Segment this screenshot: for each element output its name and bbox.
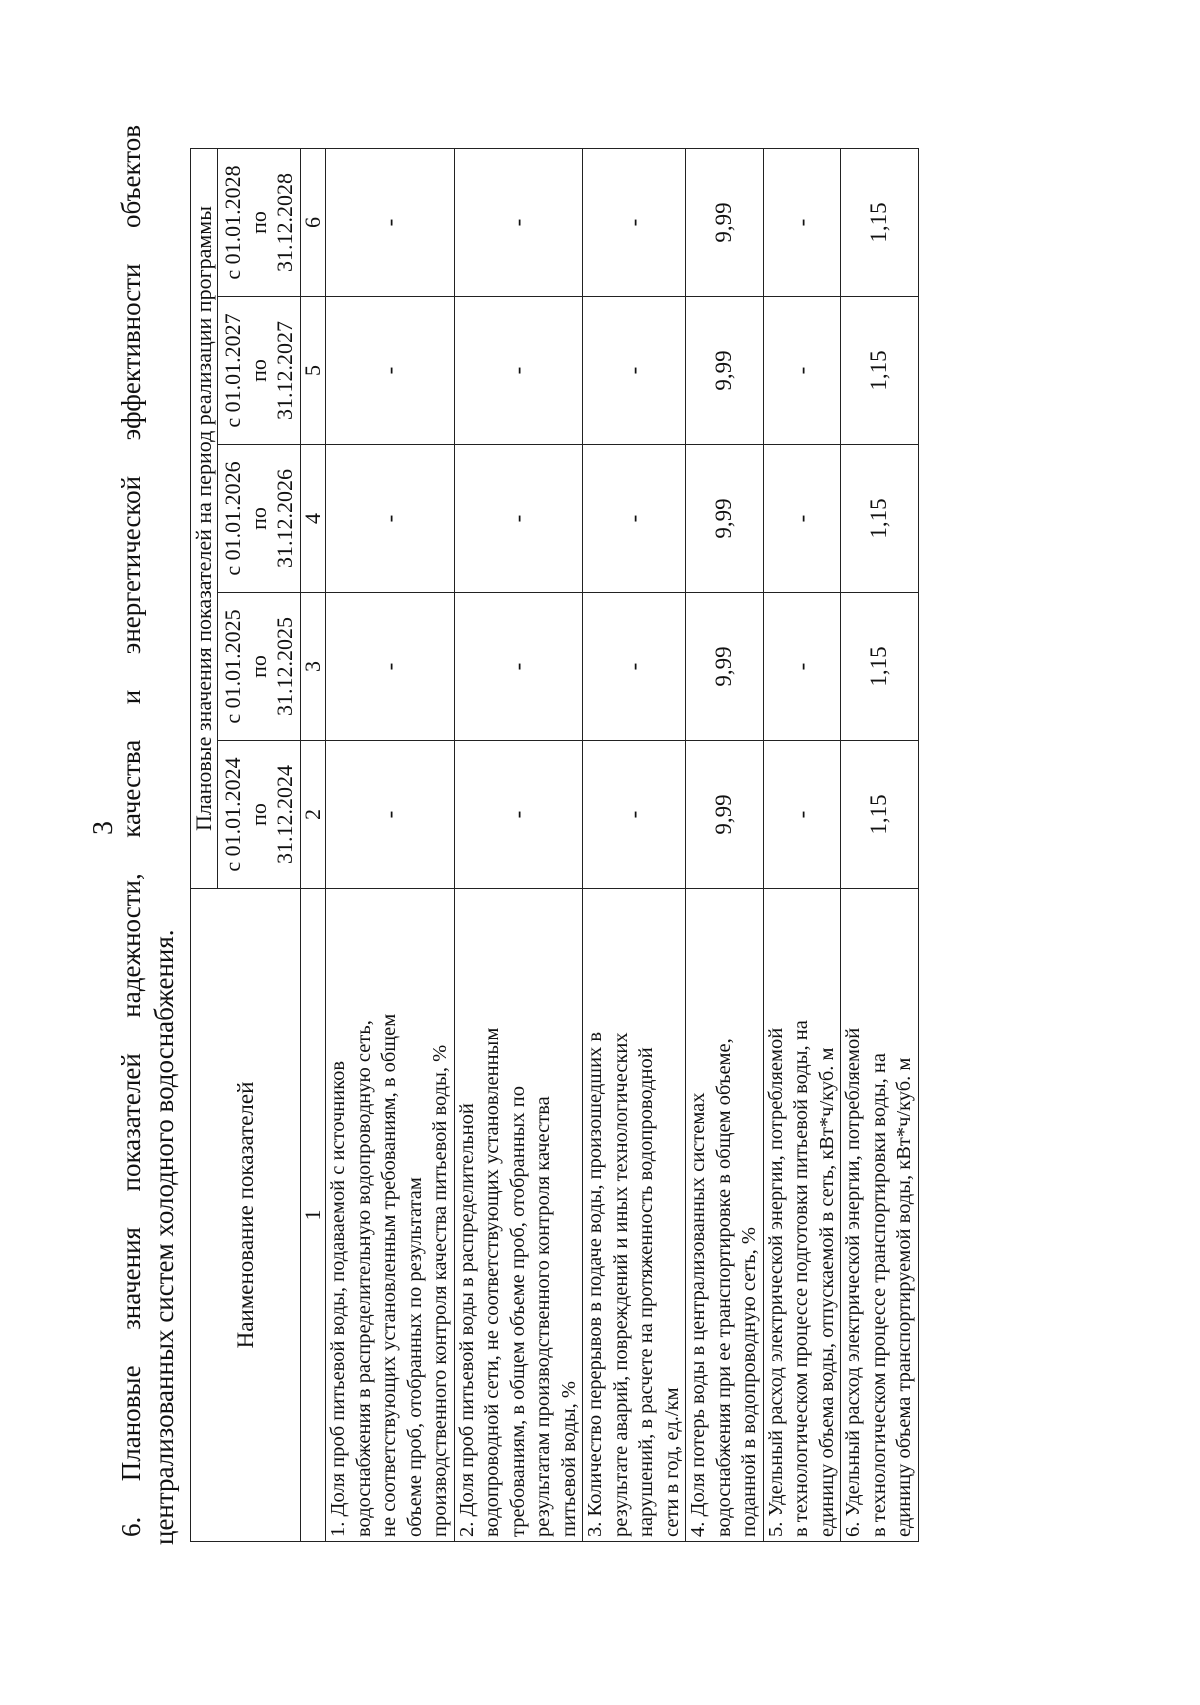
period-by: по: [246, 507, 271, 530]
column-number-3: 3: [301, 593, 326, 741]
indicator-value: 1,15: [841, 148, 919, 296]
indicator-value: 1,15: [841, 445, 919, 593]
indicator-name-line: производственного контроля качества питьевой воды, %: [429, 1044, 451, 1537]
indicators-table: [190, 148, 919, 1542]
indicator-name-line: 5. Удельный расход электрической энергии, потребляемой: [764, 1027, 787, 1537]
indicator-value: 9,99: [686, 741, 764, 889]
indicator-name-line: питьевой воды, %: [557, 1381, 580, 1537]
indicator-value: -: [454, 148, 583, 296]
indicator-value: -: [583, 741, 686, 889]
period-to: 31.12.2024: [272, 765, 297, 864]
column-number-5: 5: [301, 297, 326, 445]
indicator-name-line: 6. Удельный расход электрической энергии, потребляемой: [842, 1027, 864, 1537]
indicator-name-line: результатам производственного контроля качества: [532, 1096, 554, 1537]
period-to: 31.12.2027: [272, 321, 297, 420]
table-row: [686, 148, 764, 1541]
indicator-name-line: в технологическом процессе транспортировки воды, на: [867, 1053, 890, 1537]
period-header-3: [218, 445, 301, 593]
column-number-4: 4: [301, 445, 326, 593]
indicator-value: 1,15: [841, 741, 919, 889]
indicator-value: -: [326, 148, 455, 296]
indicator-name: [763, 889, 841, 1542]
period-by: по: [246, 803, 271, 826]
period-header-2: [218, 593, 301, 741]
planned-values-header: Плановые значения показателей на период реализации программы: [191, 148, 218, 888]
indicator-value: 9,99: [686, 445, 764, 593]
period-from: с 01.01.2026: [220, 461, 245, 576]
period-from: с 01.01.2027: [220, 313, 245, 428]
indicator-name-line: водоснабжения в распределительную водопроводную сеть,: [352, 1020, 375, 1537]
indicator-value: -: [326, 741, 455, 889]
period-by: по: [246, 359, 271, 382]
heading-line-1: 6. Плановые значения показателей надежности, качества и энергетической эффективности объектов: [116, 125, 146, 1537]
indicator-value: -: [326, 593, 455, 741]
column-number-6: 6: [301, 148, 326, 296]
period-from: с 01.01.2025: [220, 609, 245, 724]
indicator-name: [326, 889, 455, 1542]
indicator-value: -: [583, 148, 686, 296]
indicator-value: 9,99: [686, 297, 764, 445]
indicator-value: 1,15: [841, 593, 919, 741]
indicator-name-line: 4. Доля потерь воды в централизованных системах: [687, 1092, 709, 1537]
indicator-name-line: 3. Количество перерывов в подаче воды, произошедших в: [584, 1031, 606, 1537]
header-row-group: [191, 148, 218, 1541]
name-column-header: Наименование показателей: [191, 889, 301, 1542]
indicator-name: [454, 889, 583, 1542]
column-number-row: [301, 148, 326, 1541]
indicator-name-line: не соответствующих установленным требованиям, в общем: [378, 1013, 400, 1537]
indicator-value: -: [454, 741, 583, 889]
period-to: 31.12.2026: [272, 469, 297, 568]
column-number-2: 2: [301, 741, 326, 889]
table-row: [841, 148, 919, 1541]
indicator-value: -: [763, 741, 841, 889]
indicator-value: -: [583, 445, 686, 593]
indicator-name-line: сети в год, ед./км: [660, 1387, 683, 1537]
period-to: 31.12.2028: [272, 173, 297, 272]
indicator-value: -: [763, 593, 841, 741]
indicator-name-line: единицу объема транспортируемой воды, кВт*ч/куб. м: [893, 1057, 915, 1537]
table-row: [326, 148, 455, 1541]
page-number: 3: [88, 821, 119, 835]
period-header-5: [218, 148, 301, 296]
indicator-name-line: в технологическом процессе подготовки питьевой воды, на: [790, 1020, 812, 1537]
indicator-name-line: результате аварий, повреждений и иных технологических: [609, 1032, 632, 1537]
table-row: [454, 148, 583, 1541]
period-by: по: [246, 211, 271, 234]
table-row: [763, 148, 841, 1541]
indicator-value: -: [583, 593, 686, 741]
indicator-value: 9,99: [686, 148, 764, 296]
period-from: с 01.01.2024: [220, 757, 245, 872]
indicator-value: -: [454, 593, 583, 741]
indicator-value: -: [454, 445, 583, 593]
period-by: по: [246, 655, 271, 678]
indicator-value: -: [763, 445, 841, 593]
indicator-name-line: единицу объема воды, отпускаемой в сеть, кВт*ч/куб. м: [815, 1047, 838, 1537]
indicator-name-line: водоснабжения при ее транспортировке в общем объеме,: [712, 1038, 735, 1537]
indicator-name-line: требованиям, в общем объеме проб, отобранных по: [506, 1085, 529, 1537]
indicator-name-line: 2. Доля проб питьевой воды в распределительной: [455, 1103, 478, 1537]
indicator-name: [583, 889, 686, 1542]
indicator-name: [686, 889, 764, 1542]
indicator-value: -: [763, 148, 841, 296]
section-heading: [115, 125, 181, 1545]
column-number-1: 1: [301, 889, 326, 1542]
heading-line-2: централизованных систем холодного водоснабжения.: [149, 929, 179, 1545]
indicator-value: -: [763, 297, 841, 445]
indicator-value: -: [583, 297, 686, 445]
period-header-4: [218, 297, 301, 445]
period-to: 31.12.2025: [272, 617, 297, 716]
indicator-value: -: [326, 445, 455, 593]
indicator-value: 1,15: [841, 297, 919, 445]
period-from: с 01.01.2028: [220, 165, 245, 280]
indicator-value: 9,99: [686, 593, 764, 741]
indicator-name-line: поданной в водопроводную сеть, %: [738, 1227, 760, 1537]
indicator-value: -: [326, 297, 455, 445]
table-row: [583, 148, 686, 1541]
indicator-name-line: нарушений, в расчете на протяженность водопроводной: [635, 1047, 657, 1537]
indicator-name-line: водопроводной сети, не соответствующих установленным: [481, 1027, 503, 1537]
indicator-name-line: объеме проб, отобранных по результатам: [403, 1177, 426, 1537]
indicator-name-line: 1. Доля проб питьевой воды, подаваемой с источников: [327, 1060, 349, 1537]
period-header-1: [218, 741, 301, 889]
indicator-name: [841, 889, 919, 1542]
indicator-value: -: [454, 297, 583, 445]
